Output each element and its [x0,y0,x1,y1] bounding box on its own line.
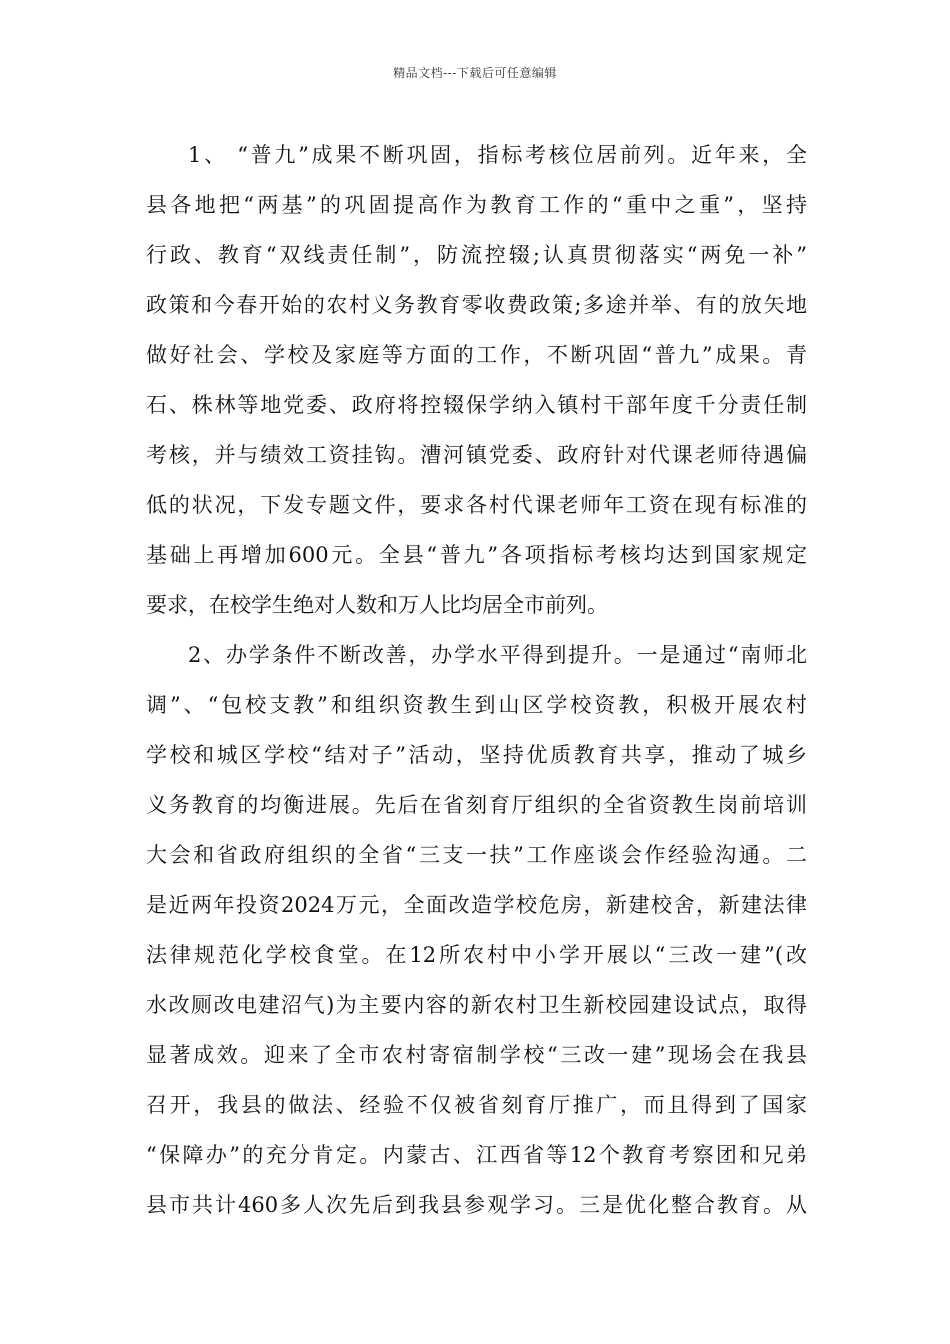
document-body [146,130,807,1230]
text-line: 大会和省政府组织的全省“三支一扶”工作座谈会作经验沟通。二 [146,843,807,867]
text-line: 水改厕改电建沼气)为主要内容的新农村卫生新校园建设试点，取得 [146,993,807,1017]
text-line: “保障办”的充分肯定。内蒙古、江西省等12个教育考察团和兄弟 [146,1143,807,1167]
text-line: 做好社会、学校及家庭等方面的工作，不断巩固“普九”成果。青 [146,343,807,367]
text-line: 义务教育的均衡进展。先后在省刻育厅组织的全省资教生岗前培训 [146,793,807,817]
text-line: 考核，并与绩效工资挂钩。漕河镇党委、政府针对代课老师待遇偏 [146,443,807,467]
paragraph-1 [146,130,807,630]
paragraph-2 [146,630,807,1230]
text-line: 石、株林等地党委、政府将控辍保学纳入镇村干部年度千分责任制 [146,393,807,417]
text-line: 1、 “普九”成果不断巩固，指标考核位居前列。近年来，全 [188,143,807,167]
text-line: 行政、教育“双线责任制”，防流控辍;认真贯彻落实“两免一补” [146,243,807,267]
text-line: 低的状况，下发专题文件，要求各村代课老师年工资在现有标准的 [146,493,807,517]
text-line: 学校和城区学校“结对子”活动，坚持优质教育共享，推动了城乡 [146,743,807,767]
page-header: 精品文档---下载后可任意编辑 [393,66,557,80]
text-line: 显著成效。迎来了全市农村寄宿制学校“三改一建”现场会在我县 [146,1043,807,1067]
text-line: 政策和今春开始的农村义务教育零收费政策;多途并举、有的放矢地 [146,293,807,317]
text-line: 要求，在校学生绝对人数和万人比均居全市前列。 [146,593,608,617]
text-line: 召开，我县的做法、经验不仅被省刻育厅推广，而且得到了国家 [146,1093,807,1117]
text-line: 县市共计460多人次先后到我县参观学习。三是优化整合教育。从 [146,1193,807,1217]
text-line: 是近两年投资2024万元，全面改造学校危房，新建校舍，新建法律 [146,893,807,917]
text-line: 法律规范化学校食堂。在12所农村中小学开展以“三改一建”(改 [146,943,807,967]
text-line: 调”、“包校支教”和组织资教生到山区学校资教，积极开展农村 [146,693,807,717]
text-line: 县各地把“两基”的巩固提高作为教育工作的“重中之重”，坚持 [146,193,807,217]
text-line: 基础上再增加600元。全县“普九”各项指标考核均达到国家规定 [146,543,807,567]
text-line: 2、办学条件不断改善，办学水平得到提升。一是通过“南师北 [188,643,807,667]
